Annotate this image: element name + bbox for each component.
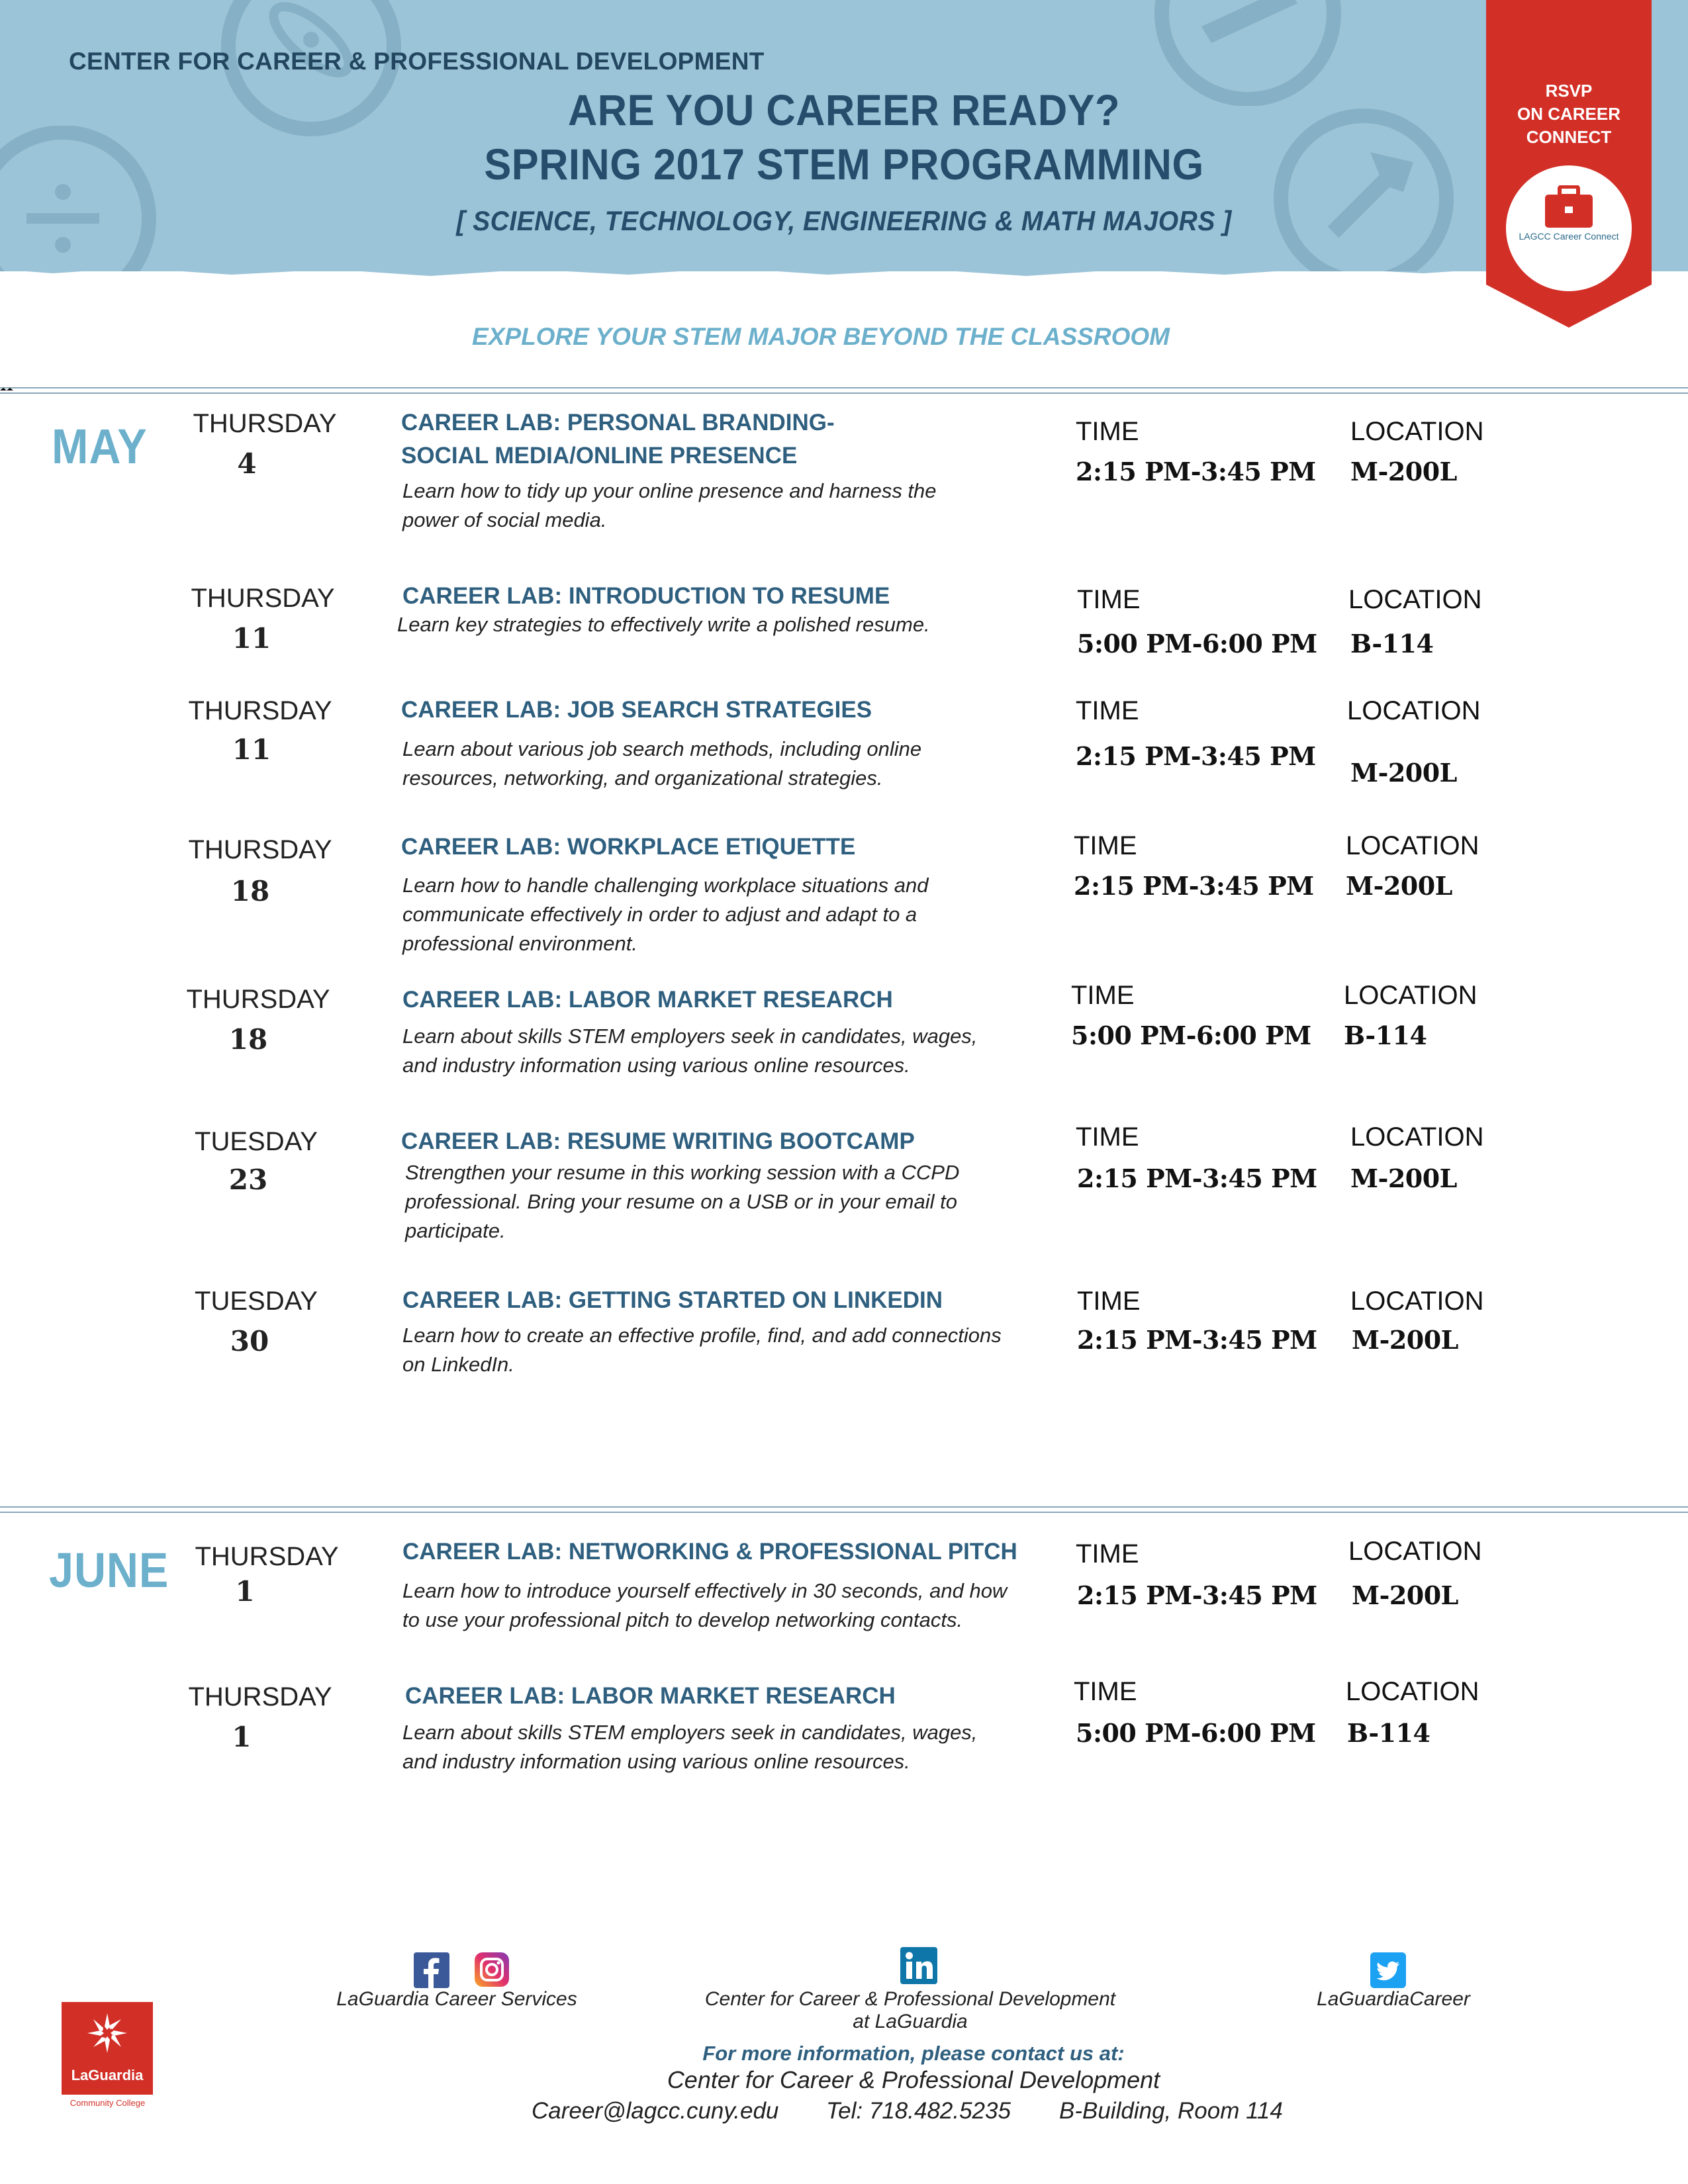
- time-label: TIME: [1076, 696, 1139, 725]
- location-label: LOCATION: [1348, 585, 1482, 614]
- event-description: [402, 1022, 977, 1080]
- location-label: LOCATION: [1346, 1677, 1479, 1706]
- event-location: B-114: [1350, 629, 1434, 659]
- desc-line: and industry information using various online resources.: [402, 1750, 910, 1773]
- desc-line: Learn about skills STEM employers seek in candidates, wages,: [402, 1024, 978, 1048]
- event-day: THURSDAY: [188, 835, 332, 864]
- briefcase-icon: [1542, 185, 1595, 229]
- event-day: TUESDAY: [195, 1127, 318, 1156]
- time-label: TIME: [1071, 981, 1135, 1010]
- event-date: 11: [232, 733, 271, 766]
- location-label: LOCATION: [1350, 417, 1484, 446]
- event-description: [402, 735, 921, 793]
- event-description: [405, 1158, 959, 1246]
- location-label: LOCATION: [1350, 1287, 1484, 1316]
- event-time: 2:15 PM-3:45 PM: [1077, 1325, 1317, 1355]
- event-title-line-2: SOCIAL MEDIA/ONLINE PRESENCE: [401, 443, 798, 469]
- twitter-icon[interactable]: [1370, 1952, 1406, 1988]
- linkedin-handle: [662, 1988, 1158, 2033]
- laguardia-logo-sub: Community College: [70, 2098, 146, 2108]
- divider-june: [0, 1505, 1688, 1514]
- event-day: THURSDAY: [188, 696, 332, 725]
- desc-line: Learn about various job search methods, including online: [402, 737, 922, 760]
- desc-line: professional environment.: [402, 932, 637, 955]
- desc-line: Strengthen your resume in this working session with a CCPD: [405, 1161, 960, 1184]
- organization-name: CENTER FOR CAREER & PROFESSIONAL DEVELOPMENT: [69, 48, 765, 75]
- event-day: THURSDAY: [195, 1542, 339, 1571]
- location-label: LOCATION: [1348, 1537, 1482, 1566]
- divider-may: [0, 386, 1688, 395]
- rsvp-line-1: RSVP: [1545, 81, 1593, 101]
- rsvp-line-2: ON CAREER: [1517, 104, 1620, 124]
- rsvp-line-3: CONNECT: [1526, 127, 1612, 147]
- event-title: CAREER LAB: LABOR MARKET RESEARCH: [405, 1683, 896, 1709]
- facebook-instagram-handle: LaGuardia Career Services: [336, 1988, 577, 2010]
- contact-room: B-Building, Room 114: [1059, 2098, 1283, 2124]
- desc-line: Learn how to tidy up your online presence and harness the: [402, 479, 937, 502]
- location-label: LOCATION: [1346, 831, 1479, 860]
- career-connect-logo-text: LAGCC Career Connect: [1519, 231, 1619, 242]
- event-time: 2:15 PM-3:45 PM: [1076, 741, 1316, 771]
- contact-organization: Center for Career & Professional Development: [667, 2066, 1160, 2093]
- event-title: CAREER LAB: GETTING STARTED ON LINKEDIN: [402, 1287, 943, 1313]
- event-day: THURSDAY: [193, 409, 337, 438]
- contact-phone[interactable]: Tel: 718.482.5235: [826, 2098, 1011, 2124]
- rsvp-label[interactable]: [1486, 79, 1652, 149]
- event-title: CAREER LAB: JOB SEARCH STRATEGIES: [401, 697, 872, 723]
- desc-line: Learn how to handle challenging workplace situations and: [402, 874, 929, 897]
- event-day: THURSDAY: [188, 1682, 332, 1711]
- event-date: 1: [235, 1575, 255, 1608]
- event-location: M-200L: [1350, 1163, 1457, 1193]
- location-label: LOCATION: [1344, 981, 1477, 1010]
- desc-line: participate.: [405, 1219, 506, 1242]
- desc-line: to use your professional pitch to develop networking contacts.: [402, 1608, 963, 1631]
- desc-line: Learn about skills STEM employers seek in candidates, wages,: [402, 1721, 978, 1744]
- linkedin-handle-line-1: Center for Career & Professional Development: [704, 1988, 1116, 2010]
- location-label: LOCATION: [1350, 1122, 1484, 1152]
- page-title: ARE YOU CAREER READY?: [568, 85, 1120, 134]
- twitter-handle: LaGuardiaCareer: [1317, 1988, 1470, 2010]
- page-title-line-2: SPRING 2017 STEM PROGRAMMING: [484, 140, 1204, 189]
- time-label: TIME: [1077, 1287, 1141, 1316]
- desc-line: resources, networking, and organizational strategies.: [402, 766, 883, 790]
- location-label: LOCATION: [1347, 696, 1481, 725]
- desc-line: communicate effectively in order to adjust and adapt to a: [402, 903, 917, 926]
- event-time: 2:15 PM-3:45 PM: [1077, 1580, 1317, 1610]
- event-location: M-200L: [1350, 758, 1457, 788]
- desc-line: Learn key strategies to effectively write a polished resume.: [397, 613, 930, 636]
- event-description: [402, 1576, 1007, 1635]
- event-title: CAREER LAB: WORKPLACE ETIQUETTE: [401, 834, 856, 860]
- event-date: 1: [232, 1721, 252, 1753]
- event-location: B-114: [1344, 1021, 1427, 1050]
- event-time: 2:15 PM-3:45 PM: [1077, 1163, 1317, 1193]
- event-title: CAREER LAB: RESUME WRITING BOOTCAMP: [401, 1128, 915, 1154]
- contact-email[interactable]: Career@lagcc.cuny.edu: [532, 2098, 779, 2124]
- event-date: 4: [237, 447, 257, 480]
- event-title: CAREER LAB: NETWORKING & PROFESSIONAL PITCH: [402, 1539, 1017, 1565]
- laguardia-star-icon: [84, 2010, 130, 2056]
- event-location: M-200L: [1350, 457, 1457, 486]
- event-time: 5:00 PM-6:00 PM: [1071, 1021, 1311, 1050]
- event-title: CAREER LAB: INTRODUCTION TO RESUME: [402, 583, 890, 609]
- laguardia-logo: [62, 2002, 153, 2095]
- event-title: CAREER LAB: LABOR MARKET RESEARCH: [402, 987, 893, 1013]
- contact-heading: For more information, please contact us at:: [702, 2042, 1125, 2065]
- event-day: TUESDAY: [195, 1287, 318, 1316]
- time-label: TIME: [1076, 1122, 1139, 1152]
- desc-line: professional. Bring your resume on a USB or in your email to: [405, 1190, 957, 1213]
- event-date: 30: [230, 1325, 269, 1357]
- event-description: [402, 1321, 1002, 1379]
- page-subtitle: [ SCIENCE, TECHNOLOGY, ENGINEERING & MATH MAJORS ]: [456, 205, 1232, 236]
- tagline: EXPLORE YOUR STEM MAJOR BEYOND THE CLASSROOM: [472, 323, 1170, 350]
- event-date: 18: [230, 875, 270, 907]
- event-description: [397, 610, 930, 639]
- event-date: 11: [232, 622, 271, 655]
- time-label: TIME: [1074, 831, 1137, 860]
- event-time: 5:00 PM-6:00 PM: [1077, 629, 1317, 659]
- facebook-icon[interactable]: [414, 1952, 449, 1988]
- event-description: [402, 477, 937, 535]
- event-description: [402, 871, 928, 958]
- event-title: CAREER LAB: PERSONAL BRANDING-: [401, 410, 835, 435]
- event-time: 2:15 PM-3:45 PM: [1074, 871, 1314, 901]
- event-date: 23: [228, 1163, 268, 1196]
- event-date: 18: [228, 1023, 268, 1056]
- event-time: 2:15 PM-3:45 PM: [1076, 457, 1316, 486]
- desc-line: and industry information using various online resources.: [402, 1054, 910, 1077]
- desc-line: power of social media.: [402, 508, 607, 531]
- month-june: JUNE: [49, 1543, 169, 1598]
- event-day: THURSDAY: [186, 985, 330, 1014]
- desc-line: on LinkedIn.: [402, 1353, 514, 1376]
- time-label: TIME: [1077, 585, 1141, 614]
- time-label: TIME: [1076, 1539, 1139, 1569]
- event-description: [402, 1718, 977, 1776]
- desc-line: Learn how to introduce yourself effectively in 30 seconds, and how: [402, 1579, 1008, 1602]
- event-time: 5:00 PM-6:00 PM: [1076, 1718, 1316, 1748]
- event-location: M-200L: [1346, 871, 1452, 901]
- desc-line: Learn how to create an effective profile, find, and add connections: [402, 1324, 1002, 1347]
- event-day: THURSDAY: [191, 584, 335, 613]
- event-location: M-200L: [1352, 1580, 1458, 1610]
- linkedin-icon[interactable]: [900, 1947, 940, 1985]
- event-location: B-114: [1347, 1718, 1430, 1748]
- time-label: TIME: [1074, 1677, 1137, 1706]
- instagram-icon[interactable]: [475, 1952, 509, 1987]
- event-location: M-200L: [1352, 1325, 1458, 1355]
- laguardia-logo-name: LaGuardia: [71, 2067, 144, 2083]
- month-may: MAY: [52, 419, 148, 474]
- time-label: TIME: [1076, 417, 1139, 446]
- linkedin-handle-line-2: at LaGuardia: [853, 2011, 968, 2032]
